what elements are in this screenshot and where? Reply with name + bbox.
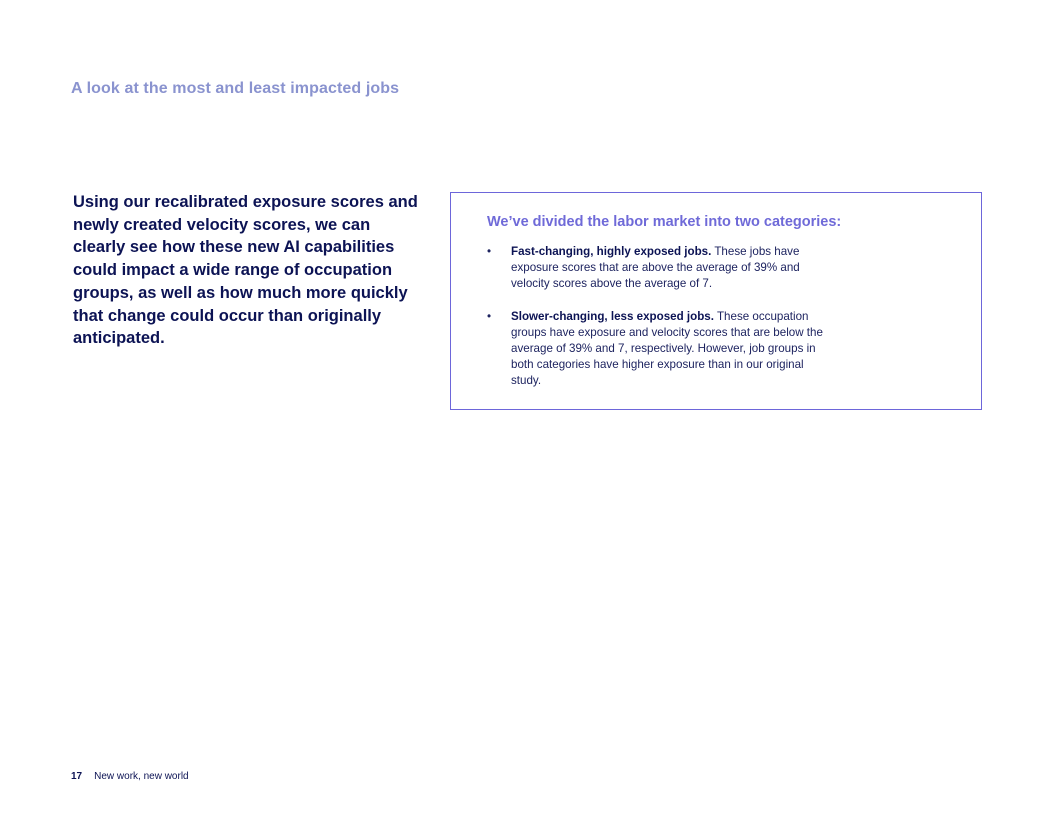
callout-title: We’ve divided the labor market into two categories:: [487, 214, 842, 230]
categories-list: [487, 244, 827, 390]
list-item-fast-changing: [487, 244, 827, 293]
page-footer: [71, 771, 189, 782]
list-item-body: These occupation groups have exposure and velocity scores that are below the average of 39% and 7, respectively. However, job groups in both categories have higher exposure than in our original study.: [511, 309, 823, 388]
page-number: 17: [71, 771, 83, 782]
list-item-lead-in: Fast-changing, highly exposed jobs.: [511, 245, 712, 258]
section-title: A look at the most and least impacted jobs: [71, 80, 400, 97]
bullet-dot-icon: •: [487, 245, 492, 258]
footer-document-title: New work, new world: [94, 771, 189, 782]
list-item-slower-changing: [487, 309, 827, 390]
bullet-dot-icon: •: [487, 309, 492, 323]
categories-callout-box: [450, 192, 982, 410]
lead-paragraph: Using our recalibrated exposure scores and newly created velocity scores, we can clearly see how these new AI capabilities could impact a wide range of occupation groups, as well as how much more quickly that change could occur than originally anticipated.: [73, 193, 418, 348]
list-item-body: These jobs have exposure scores that are above the average of 39% and velocity scores above the average of 7.: [511, 245, 800, 291]
list-item-lead-in: Slower-changing, less exposed jobs.: [511, 309, 714, 323]
